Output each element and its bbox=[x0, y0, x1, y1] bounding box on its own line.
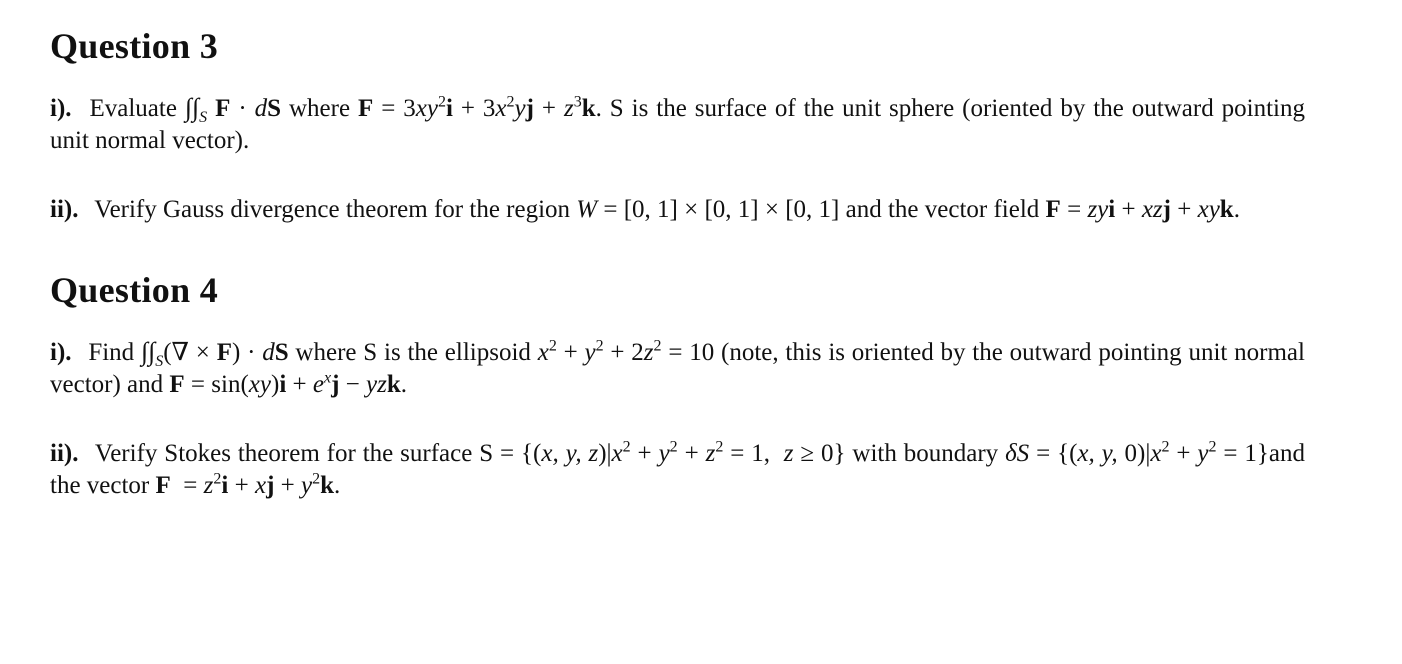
question-3-part-ii-text: Verify Gauss divergence theorem for the region W = [0, 1] × [0, 1] × [0, 1] and the vector field F = zyi + xzj + xyk. bbox=[94, 196, 1240, 223]
part-label: i). bbox=[50, 339, 72, 366]
question-3-part-i-text: Evaluate $\int\int_S$ F · dS where $F = 3xy^2i + 3x^2yj + z^3k$. S is the surface of the unit sphere (oriented by the outward pointing unit normal vector). bbox=[50, 93, 1306, 154]
part-label: ii). bbox=[50, 440, 79, 467]
question-3-part-ii bbox=[50, 194, 1305, 226]
question-4-part-i bbox=[50, 336, 1305, 401]
document-page bbox=[50, 22, 1305, 502]
question-4-title: Question 4 bbox=[50, 270, 219, 310]
question-4-part-ii bbox=[50, 438, 1305, 502]
part-label: ii). bbox=[50, 196, 79, 223]
question-4-part-ii-text: Verify Stokes theorem for the surface S = {(x, y, $z)|x^2 + y^2 + z^2 = 1$, z ≥ 0} with boundary δS = {(x, y, $0)|x^2 + y^2 = 1\}and$ the vector $F = z^2i$ + xj + $y^2k$. bbox=[50, 438, 1305, 499]
part-label: i). bbox=[50, 95, 72, 122]
question-3-part-i bbox=[50, 92, 1305, 157]
question-4-part-i-text: Find $\int\int_S(\nabla \times F)$ · dS where S is the ellipsoid $x^2 + y^2 + 2z^2 = 10$ (note, this is oriented by the outward pointing unit normal vector) and $F = \sin(xy)i + e^xj$ − yzk. bbox=[50, 337, 1305, 398]
question-3-title: Question 3 bbox=[50, 26, 219, 66]
